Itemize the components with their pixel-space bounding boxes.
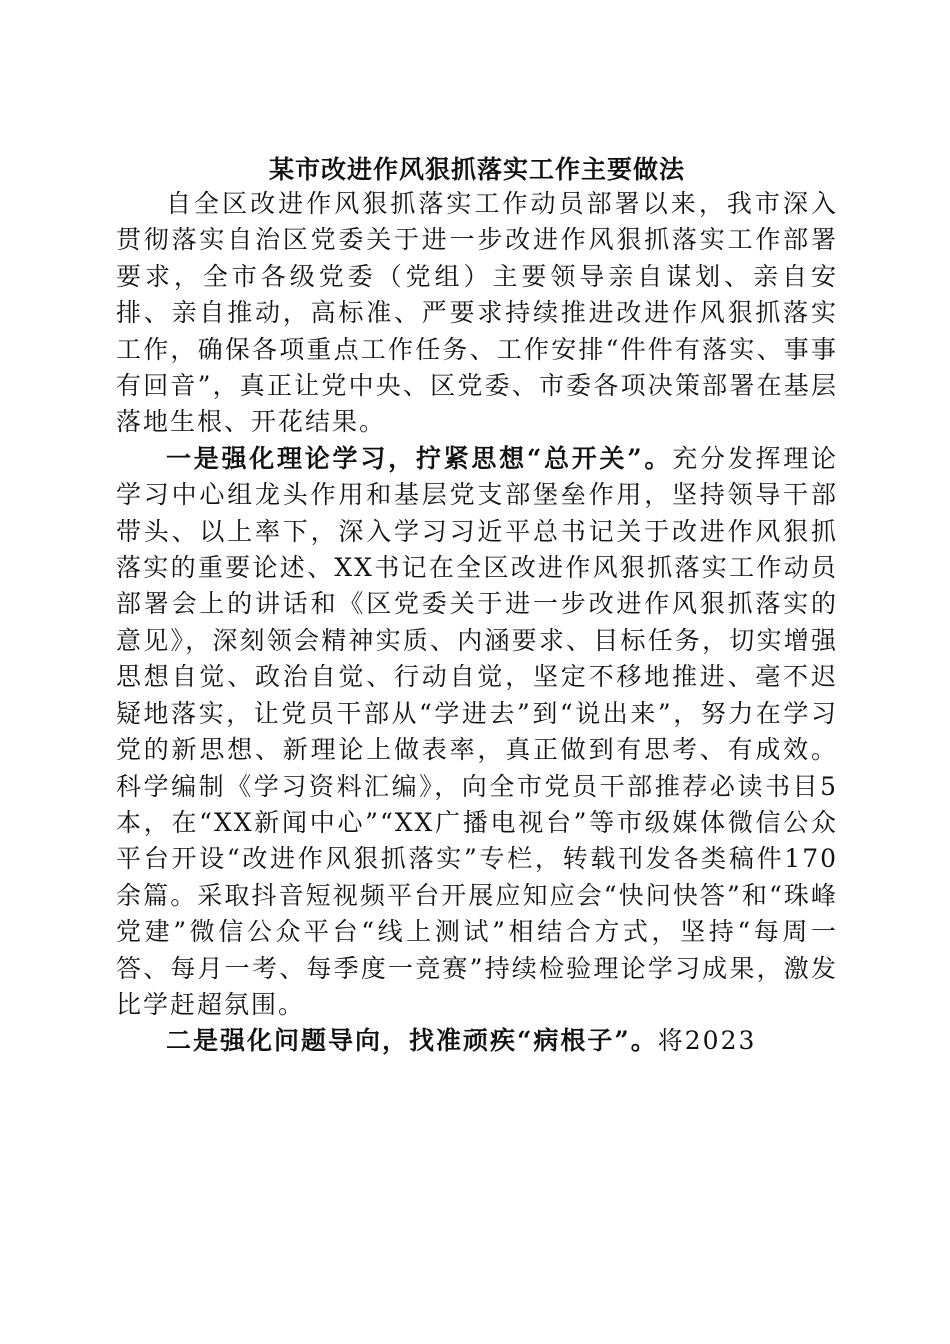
section-2-paragraph — [116, 1023, 838, 1059]
section-2-body: 将2023 — [657, 1026, 757, 1056]
intro-paragraph: 自全区改进作风狠抓落实工作动员部署以来，我市深入贯彻落实自治区党委关于进一步改进作风狠抓落实工作部署要求，全市各级党委（党组）主要领导亲自谋划、亲自安排、亲自推动，高标准、严要求持续推进改进作风狠抓落实工作，确保各项重点工作任务、工作安排“件件有落实、事事有回音”，真正让党中央、区党委、市委各项决策部署在基层落地生根、开花结果。 — [116, 189, 838, 437]
section-1-body: 充分发挥理论学习中心组龙头作用和基层党支部堡垒作用，坚持领导干部带头、以上率下，深入学习习近平总书记关于改进作风狠抓落实的重要论述、XX书记在全区改进作风狠抓落实工作动员部署会上的讲话和《区党委关于进一步改进作风狠抓落实的意见》，深刻领会精神实质、内涵要求、目标任务，切实增强思想自觉、政治自觉、行动自觉，坚定不移地推进、毫不迟疑地落实，让党员干部从“学进去”到“说出来”，努力在学习党的新思想、新理论上做表率，真正做到有思考、有成效。科学编制《学习资料汇编》，向全市党员干部推荐必读书目5本，在“XX新闻中心”“XX广播电视台”等市级媒体微信公众平台开设“改进作风狠抓落实”专栏，转载刊发各类稿件170余篇。采取抖音短视频平台开展应知应会“快问快答”和“珠峰党建”微信公众平台“线上测试”相结合方式，坚持“每周一答、每月一考、每季度一竞赛”持续检验理论学习成果，激发比学赶超氛围。 — [116, 443, 838, 1019]
document-page — [116, 148, 838, 1060]
section-1-lead: 一是强化理论学习，拧紧思想“总开关”。 — [166, 443, 673, 473]
document-title: 某市改进作风狠抓落实工作主要做法 — [268, 155, 685, 184]
section-1-paragraph — [116, 441, 838, 1024]
section-2-lead: 二是强化问题导向，找准顽疾“病根子”。 — [166, 1026, 658, 1056]
